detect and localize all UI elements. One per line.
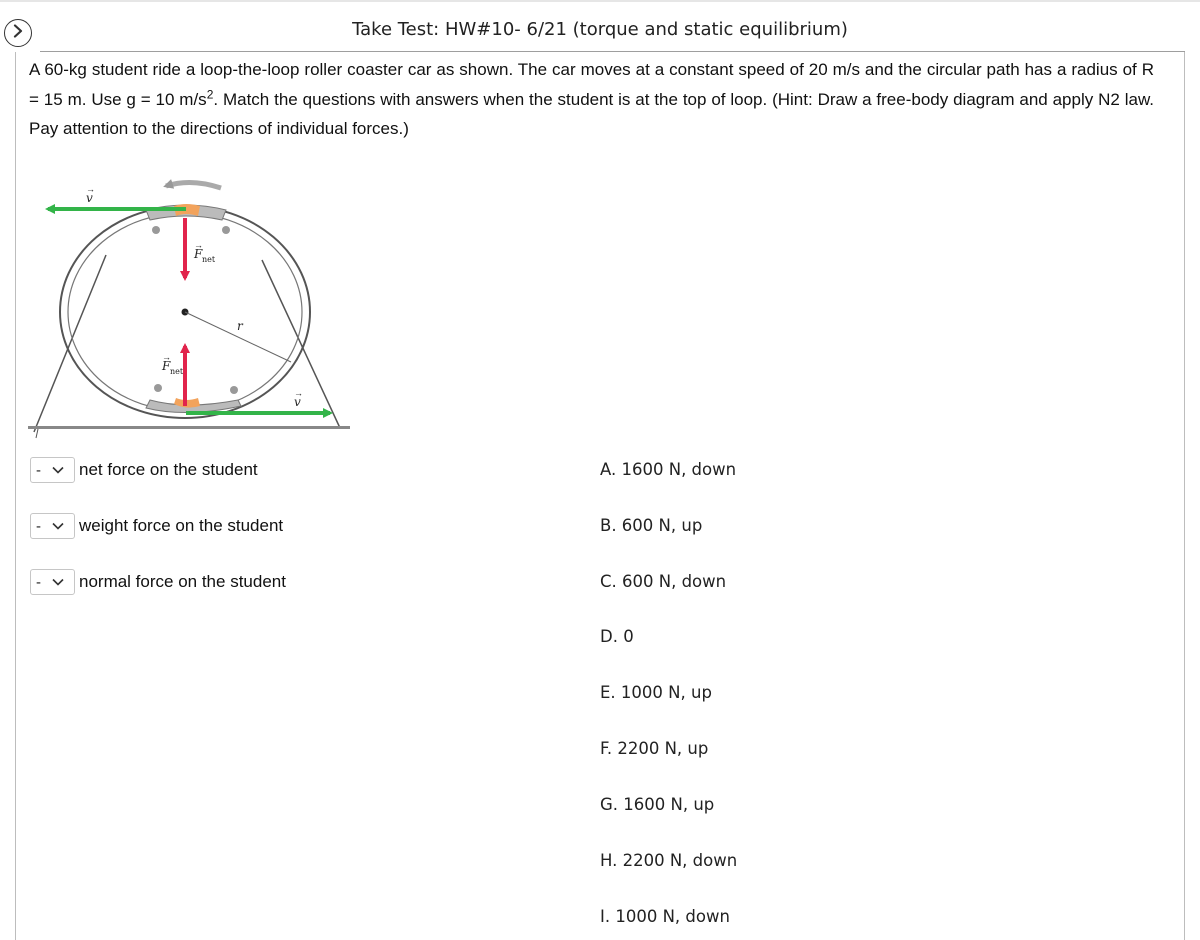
support-leg-right [262, 260, 340, 428]
answer-choice: I. 1000 N, down [600, 907, 730, 926]
page-title: Take Test: HW#10- 6/21 (torque and static equilibrium) [352, 19, 848, 40]
select-value: - [36, 461, 41, 479]
ground [28, 426, 350, 429]
top-border [0, 0, 1200, 2]
bottom-car [146, 384, 241, 413]
net-force-label-top: F [194, 247, 203, 261]
net-force-subscript-bottom: net [170, 367, 184, 376]
match-row-normal-force [30, 568, 286, 596]
ground-tick [36, 429, 38, 438]
exponent: 2 [206, 86, 214, 101]
question-text-part2: . Match the questions with answers when the student is at the top of loop. (Hint: Draw a free-body diagram and apply N2 law. Pay attention to the directions of individual forces.) [29, 89, 1154, 138]
answer-choice: F. 2200 N, up [600, 739, 709, 758]
answer-select[interactable] [30, 569, 75, 595]
question-text-part1: A 60-kg student ride a loop-the-loop roller coaster car as shown. The car moves at a constant speed of 20 m/s and the circular path has a radius of R = 15 m. Use g = 10 m/s [29, 60, 1154, 109]
answer-select[interactable] [30, 513, 75, 539]
question-text [29, 55, 1154, 144]
vector-arrow-glyph: → [194, 240, 203, 250]
motion-direction-arrow [166, 182, 221, 188]
answer-choice: H. 2200 N, down [600, 851, 738, 870]
support-leg-left [34, 255, 106, 432]
answer-choice: E. 1000 N, up [600, 683, 712, 702]
radius-label: r [237, 319, 243, 333]
answer-choice: G. 1600 N, up [600, 795, 715, 814]
net-force-subscript-top: net [202, 255, 216, 264]
match-row-net-force [30, 456, 258, 484]
velocity-label-top: v [86, 191, 93, 205]
prompt-label: weight force on the student [79, 516, 284, 535]
prompt-label: normal force on the student [79, 572, 286, 591]
vector-arrow-glyph: → [162, 352, 171, 362]
prompt-label: net force on the student [79, 460, 258, 479]
vector-arrow-glyph: → [86, 184, 95, 194]
answer-choice: C. 600 N, down [600, 572, 727, 591]
velocity-label-bottom: v [294, 395, 301, 409]
net-force-label-bottom: F [162, 359, 171, 373]
chevron-down-icon [52, 466, 64, 474]
answer-choice: D. 0 [600, 627, 634, 646]
match-row-weight-force [30, 512, 283, 540]
loop-diagram-svg [26, 160, 352, 442]
header-divider [40, 51, 1185, 52]
chevron-down-icon [52, 578, 64, 586]
vector-arrow-glyph: → [294, 388, 303, 398]
chevron-down-icon [52, 522, 64, 530]
answer-choice: A. 1600 N, down [600, 460, 737, 479]
select-value: - [36, 517, 41, 535]
loop-diagram [26, 160, 352, 442]
answer-choice: B. 600 N, up [600, 516, 703, 535]
answer-select[interactable] [30, 457, 75, 483]
select-value: - [36, 573, 41, 591]
